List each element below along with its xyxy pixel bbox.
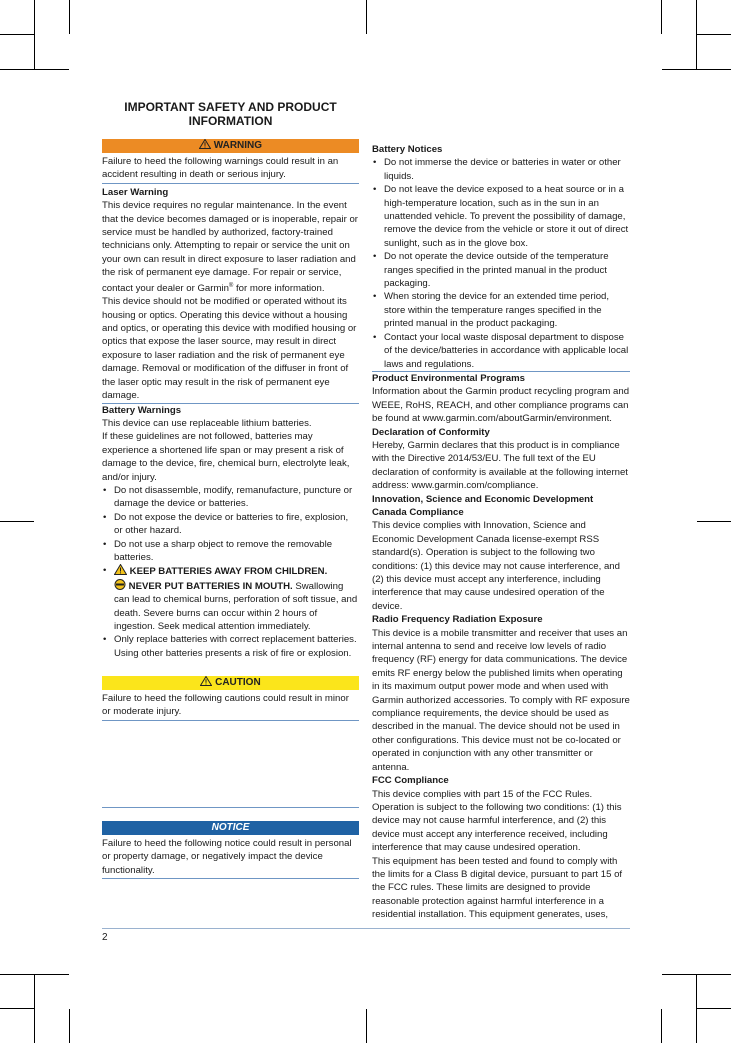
laser-paragraph-2: This device should not be modified or operated without its housing or optics. Operating this device without a housing and optics, or operating this device with modified housing or optics that expose the laser source, may result in direct exposure to laser radiation and the risk of permanent eye damage. Removal or modification of the diffuser in front of the laser optic may result in the risk of permanent eye damage. bbox=[102, 295, 359, 403]
warning-triangle-icon bbox=[200, 676, 212, 686]
list-item: • Do not operate the device outside of the temperature ranges specified in the printed manual in the product packaging. bbox=[372, 250, 630, 290]
caution-banner bbox=[102, 676, 359, 690]
environmental-text: Information about the Garmin product recycling program and WEEE, RoHS, REACH, and other compliance programs can be found at www.garmin.com/aboutGarmin/environment. bbox=[372, 386, 630, 425]
warning-banner bbox=[102, 139, 359, 153]
fcc-paragraph-2: This equipment has been tested and found to comply with the limits for a Class B digital device, pursuant to part 15 of the FCC rules. These limits are designed to provide reasonable protection against harmful interference in a residential installation. This equipment generates, uses, bbox=[372, 855, 623, 921]
list-item-children: • KEEP BATTERIES AWAY FROM CHILDREN. NEVER PUT BATTERIES IN MOUTH. Swallowing can lead to chemical burns, perforation of soft tissue, and death. Severe burns can occur within 2 hours of ingestion. Seek medical attention immediately. bbox=[102, 564, 359, 633]
laser-heading: Laser Warning bbox=[102, 186, 169, 198]
laser-paragraph-1: This device requires no regular maintenance. In the event that the device becomes damaged or is inoperable, repair or service must be handled by authorized, factory-trained technicians only. Attempting to repair or service the unit on your own can result in direct exposure to laser radiation and the risk of permanent eye damage. For repair or service, contact your dealer or Garmin® for more information. bbox=[102, 200, 358, 294]
rf-text: This device is a mobile transmitter and receiver that uses an internal antenna to send and receive low levels of radio frequency (RF) energy for data communications. The device emits RF energy below the published limits when operating in its maximum output power mode and when used with Garmin authorized accessories. To comply with RF exposure compliance requirements, the device should be used as described in the manual. The device should not be used in other configurations. This device must not be co-located or operated in conjunction with any other transmitter or antenna. bbox=[372, 627, 630, 773]
caution-text: Failure to heed the following cautions could result in minor or moderate injury. bbox=[102, 690, 359, 721]
list-item: • Do not leave the device exposed to a heat source or in a high-temperature location, such as in the sun in an unattended vehicle. To prevent the possibility of damage, remove the device from the vehicle or store it out of direct sunlight, such as in the glove box. bbox=[372, 183, 630, 250]
list-item: • Do not disassemble, modify, remanufacture, puncture or damage the device or batteries. bbox=[102, 484, 359, 511]
conformity-text: Hereby, Garmin declares that this product is in compliance with the Directive 2014/53/EU. The full text of the EU declaration of conformity is available at the following internet address: www.garmin.com/compliance. bbox=[372, 439, 628, 492]
fcc-paragraph-1: This device complies with part 15 of the FCC Rules. Operation is subject to the following two conditions: (1) this device may not cause harmful interference, and (2) this device must accept any interference received, including interference that may cause undesired operation. bbox=[372, 788, 622, 854]
notice-label: NOTICE bbox=[211, 822, 250, 833]
caution-label: CAUTION bbox=[215, 677, 261, 688]
list-item: • Do not expose the device or batteries to fire, explosion, or other hazard. bbox=[102, 511, 359, 538]
battery-warnings-heading: Battery Warnings bbox=[102, 404, 182, 416]
ised-heading: Innovation, Science and Economic Development Canada Compliance bbox=[372, 493, 594, 518]
battery-notices-list bbox=[372, 156, 630, 372]
notice-text: Failure to heed the following notice could result in personal or property damage, or negatively impact the device functionality. bbox=[102, 835, 359, 879]
page-title: IMPORTANT SAFETY AND PRODUCT INFORMATION bbox=[124, 100, 337, 128]
list-item: • Only replace batteries with correct replacement batteries. Using other batteries presents a risk of fire or explosion. bbox=[102, 633, 359, 660]
battery-warnings-paragraph-1: This device can use replaceable lithium batteries. bbox=[102, 417, 312, 429]
battery-warnings-list bbox=[102, 484, 359, 660]
warning-text: Failure to heed the following warnings could result in an accident resulting in death or serious injury. bbox=[102, 153, 359, 184]
list-item: • Do not use a sharp object to remove the removable batteries. bbox=[102, 538, 359, 565]
notice-banner bbox=[102, 821, 359, 835]
battery-notices-heading: Battery Notices bbox=[372, 144, 443, 155]
environmental-heading: Product Environmental Programs bbox=[372, 372, 525, 384]
list-item: • Do not immerse the device or batteries in water or other liquids. bbox=[372, 156, 630, 183]
ised-text: This device complies with Innovation, Science and Economic Development Canada license-exempt RSS standard(s). Operation is subject to the following two conditions: (1) this device may not cause interference, and (2) this device must accept any interference, including interference that may cause undesired operation of the device. bbox=[372, 520, 620, 612]
fcc-heading: FCC Compliance bbox=[372, 775, 449, 787]
warning-triangle-icon bbox=[199, 139, 211, 149]
footer-rule bbox=[102, 928, 630, 929]
list-item: • When storing the device for an extended time period, store within the temperature ranges specified in the printed manual in the product packaging. bbox=[372, 290, 630, 330]
page-number: 2 bbox=[102, 932, 108, 943]
battery-warnings-paragraph-2: If these guidelines are not followed, batteries may experience a shortened life span or may present a risk of damage to the device, fire, chemical burn, electrolyte leak, and/or injury. bbox=[102, 431, 350, 483]
list-item: • Contact your local waste disposal department to dispose of the device/batteries in accordance with applicable local laws and regulations. bbox=[372, 331, 630, 371]
warning-label: WARNING bbox=[213, 140, 263, 151]
rf-heading: Radio Frequency Radiation Exposure bbox=[372, 614, 543, 626]
warning-triangle-icon bbox=[114, 564, 127, 575]
no-mouth-icon bbox=[114, 579, 126, 590]
conformity-heading: Declaration of Conformity bbox=[372, 426, 490, 438]
